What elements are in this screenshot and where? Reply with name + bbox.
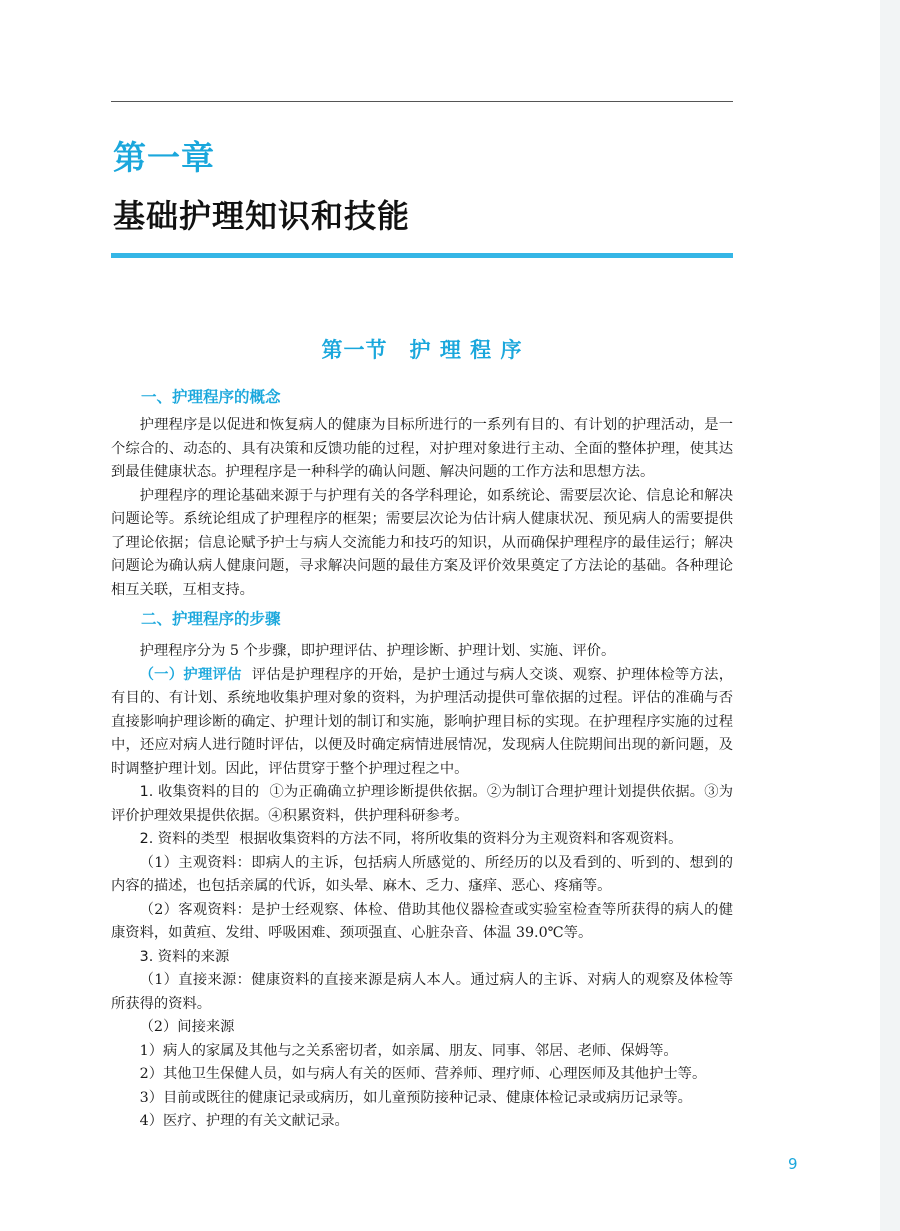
- paragraph: 护理程序分为 5 个步骤，即护理评估、护理诊断、护理计划、实施、评价。: [139, 643, 616, 659]
- paragraph: 护理程序的理论基础来源于与护理有关的各学科理论，如系统论、需要层次论、信息论和解决问题论等。系统论组成了护理程序的框架；需要层次论为估计病人健康状况、预见病人的需要提供了理论依据；信息论赋予护士与病人交流能力和技巧的知识，从而确保护理程序的最佳运行；解决问题论为确认病人健康问题，寻求解决问题的最佳方案及评价效果奠定了方法论的基础。各种理论相互关联，互相支持。: [111, 487, 733, 598]
- main-content: [111, 380, 733, 1134]
- subheading-assessment: （一）护理评估: [139, 666, 242, 683]
- chapter-underline: [111, 253, 733, 258]
- section-title: 第一节 护 理 程 序: [321, 338, 523, 362]
- paragraph-purpose: [111, 781, 733, 828]
- paragraph-assessment: [111, 664, 733, 782]
- heading-steps: 二、护理程序的步骤: [141, 610, 281, 628]
- subheading-types: 2. 资料的类型: [139, 831, 230, 847]
- heading-concept: 一、护理程序的概念: [141, 388, 281, 406]
- paragraph-types: [111, 828, 733, 852]
- chapter-title: 基础护理知识和技能: [113, 197, 411, 235]
- list-item: 1）病人的家属及其他与之关系密切者，如亲属、朋友、同事、邻居、老师、保姆等。: [139, 1042, 678, 1059]
- side-band: [880, 0, 900, 1231]
- top-rule: [111, 101, 733, 102]
- list-item: 3）目前或既往的健康记录或病历，如儿童预防接种记录、健康体检记录或病历记录等。: [139, 1089, 692, 1106]
- subheading-purpose: 1. 收集资料的目的: [139, 784, 260, 800]
- page-number: 9: [788, 1155, 798, 1173]
- purpose-text: ①为正确确立护理诊断提供依据。②为制订合理护理计划提供依据。③为评价护理效果提供依据。④积累资料，供护理科研参考。: [111, 784, 734, 824]
- paragraph-sources-heading: [111, 946, 733, 970]
- list-item: 4）医疗、护理的有关文献记录。: [139, 1113, 349, 1129]
- assessment-text: 评估是护理程序的开始，是护士通过与病人交谈、观察、护理体检等方法，有目的、有计划、系统地收集护理对象的资料，为护理活动提供可靠依据的过程。评估的准确与否直接影响护理诊断的确定、护理计划的制订和实施，影响护理目标的实现。在护理程序实施的过程中，还应对病人进行随时评估，以便及时确定病情进展情况，发现病人住院期间出现的新问题，及时调整护理计划。因此，评估贯穿于整个护理过程之中。: [111, 666, 734, 777]
- types-text: 根据收集资料的方法不同，将所收集的资料分为主观资料和客观资料。: [239, 831, 683, 847]
- paragraph: 护理程序是以促进和恢复病人的健康为目标所进行的一系列有目的、有计划的护理活动，是一个综合的、动态的、具有决策和反馈功能的过程，对护理对象进行主动、全面的整体护理，使其达到最佳健康状态。护理程序是一种科学的确认问题、解决问题的工作方法和思想方法。: [111, 417, 733, 480]
- paragraph-indirect: （2）间接来源: [139, 1019, 235, 1035]
- paragraph-subjective: （1）主观资料：即病人的主诉，包括病人所感觉的、所经历的以及看到的、听到的、想到的内容的描述，也包括亲属的代诉，如头晕、麻木、乏力、瘙痒、恶心、疼痛等。: [111, 854, 733, 894]
- list-item: 2）其他卫生保健人员，如与病人有关的医师、营养师、理疗师、心理医师及其他护士等。: [139, 1066, 707, 1082]
- subheading-sources: 3. 资料的来源: [139, 948, 230, 965]
- paragraph-objective: （2）客观资料：是护士经观察、体检、借助其他仪器检查或实验室检查等所获得的病人的健康资料，如黄疸、发绀、呼吸困难、颈项强直、心脏杂音、体温 39.0℃等。: [111, 901, 733, 941]
- chapter-number: 第一章: [113, 138, 215, 177]
- paragraph-direct: （1）直接来源：健康资料的直接来源是病人本人。通过病人的主诉、对病人的观察及体检等所获得的资料。: [111, 972, 733, 1012]
